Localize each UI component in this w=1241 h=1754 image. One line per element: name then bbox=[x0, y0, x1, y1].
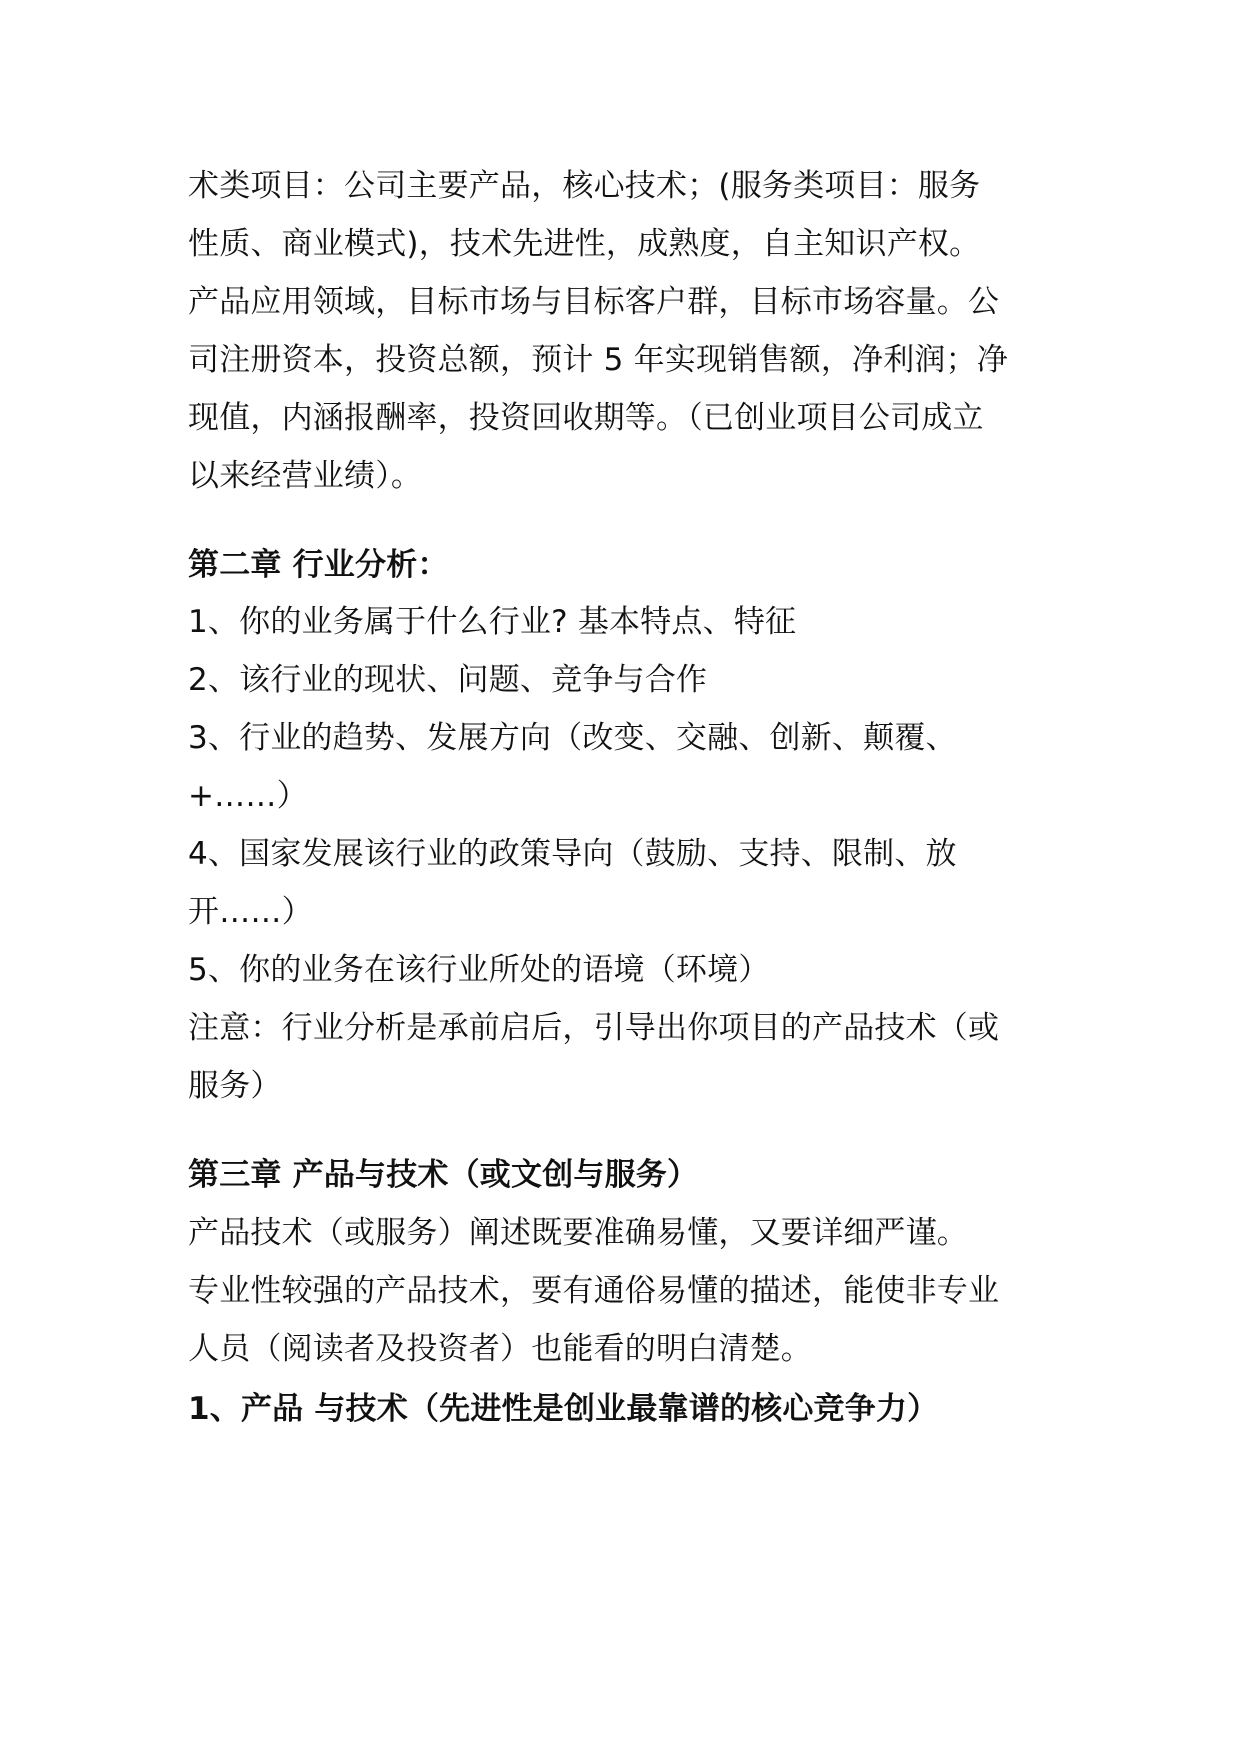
list-item: 3、行业的趋势、发展方向（改变、交融、创新、颠覆、 bbox=[188, 720, 957, 756]
paragraph-line: 产品技术（或服务）阐述既要准确易懂，又要详细严谨。 bbox=[188, 1215, 968, 1251]
chapter-heading: 第三章 产品与技术（或文创与服务） bbox=[188, 1157, 699, 1193]
list-item: 开……） bbox=[188, 894, 313, 930]
section-subheading: 1、产品 与技术（先进性是创业最靠谱的核心竞争力） bbox=[188, 1391, 939, 1427]
paragraph-line: 专业性较强的产品技术，要有通俗易懂的描述，能使非专业 bbox=[188, 1273, 1000, 1309]
paragraph-line: 以来经营业绩）。 bbox=[188, 458, 423, 494]
note-line: 服务） bbox=[188, 1068, 282, 1104]
chapter-heading: 第二章 行业分析： bbox=[188, 547, 449, 583]
list-item: +……） bbox=[188, 778, 308, 814]
paragraph-line: 性质、商业模式)，技术先进性，成熟度，自主知识产权。 bbox=[188, 226, 981, 262]
paragraph-line: 司注册资本，投资总额，预计 5 年实现销售额，净利润；净 bbox=[188, 342, 1009, 378]
paragraph-line: 术类项目：公司主要产品，核心技术；(服务类项目：服务 bbox=[188, 168, 981, 204]
paragraph-line: 人员（阅读者及投资者）也能看的明白清楚。 bbox=[188, 1331, 812, 1367]
list-item: 1、你的业务属于什么行业? 基本特点、特征 bbox=[188, 604, 797, 640]
paragraph-line: 现值，内涵报酬率，投资回收期等。（已创业项目公司成立 bbox=[188, 400, 984, 436]
paragraph-line: 产品应用领域，目标市场与目标客户群，目标市场容量。公 bbox=[188, 284, 1000, 320]
list-item: 4、国家发展该行业的政策导向（鼓励、支持、限制、放 bbox=[188, 836, 957, 872]
list-item: 5、你的业务在该行业所处的语境（环境） bbox=[188, 952, 770, 988]
list-item: 2、该行业的现状、问题、竞争与合作 bbox=[188, 662, 708, 698]
note-line: 注意：行业分析是承前启后，引导出你项目的产品技术（或 bbox=[188, 1010, 1000, 1046]
